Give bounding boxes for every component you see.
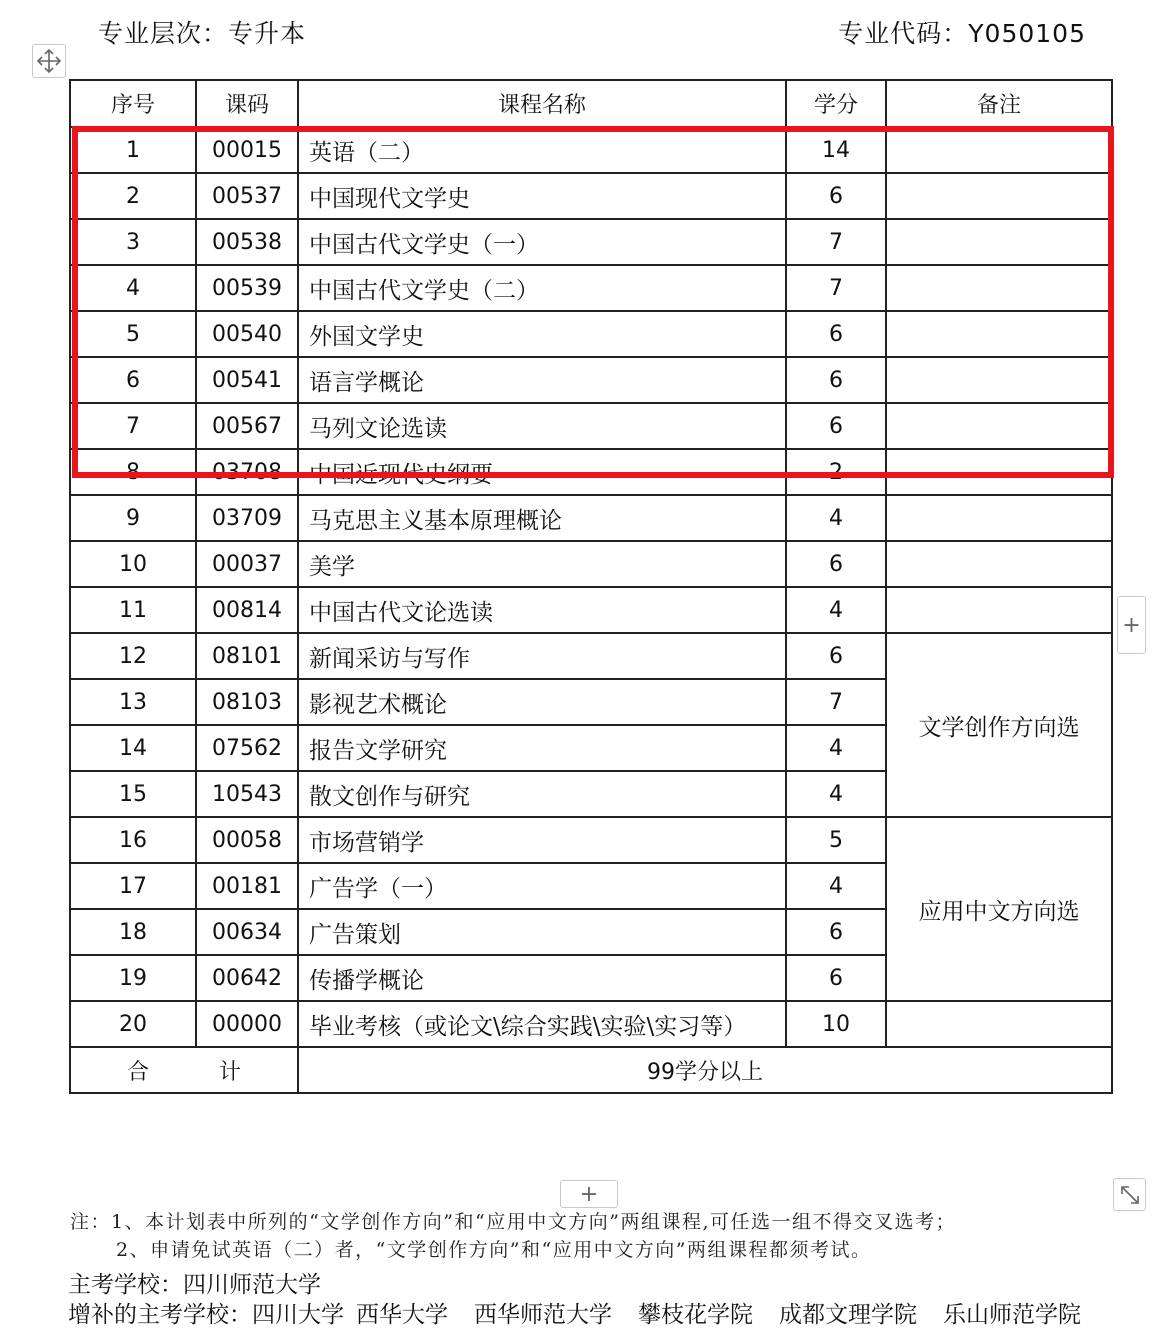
row-name: 广告策划 <box>298 909 786 955</box>
row-credit: 6 <box>786 633 886 679</box>
row-code: 03708 <box>196 449 298 495</box>
total-value: 99学分以上 <box>298 1047 1112 1093</box>
row-credit: 7 <box>786 219 886 265</box>
total-label-b: 计 <box>219 1059 242 1085</box>
row-name: 马克思主义基本原理概论 <box>298 495 786 541</box>
row-no: 7 <box>70 403 196 449</box>
row-code: 00541 <box>196 357 298 403</box>
table-row <box>70 541 1112 587</box>
row-note <box>886 541 1112 587</box>
total-label-a: 合 <box>126 1059 149 1085</box>
note-applied-direction: 应用中文方向选 <box>886 817 1112 1001</box>
row-code: 10543 <box>196 771 298 817</box>
table-row <box>70 357 1112 403</box>
row-no: 14 <box>70 725 196 771</box>
row-no: 8 <box>70 449 196 495</box>
major-code: 专业代码：Y050105 <box>838 19 1086 48</box>
row-no: 12 <box>70 633 196 679</box>
row-credit: 5 <box>786 817 886 863</box>
row-code: 00814 <box>196 587 298 633</box>
row-no: 10 <box>70 541 196 587</box>
add-row-button[interactable] <box>560 1180 618 1208</box>
table-row <box>70 1001 1112 1047</box>
row-no: 5 <box>70 311 196 357</box>
row-name: 传播学概论 <box>298 955 786 1001</box>
table-row <box>70 173 1112 219</box>
move-icon <box>36 48 62 74</box>
school-item: 成都文理学院 <box>779 1302 917 1328</box>
row-code: 00000 <box>196 1001 298 1047</box>
table-row <box>70 219 1112 265</box>
row-credit: 7 <box>786 265 886 311</box>
row-name: 广告学（一） <box>298 863 786 909</box>
row-code: 00181 <box>196 863 298 909</box>
row-code: 03709 <box>196 495 298 541</box>
row-code: 00058 <box>196 817 298 863</box>
school-item: 四川大学 <box>252 1302 344 1328</box>
row-credit: 6 <box>786 955 886 1001</box>
table-resize-handle[interactable] <box>1113 1178 1146 1211</box>
row-code: 00567 <box>196 403 298 449</box>
row-name: 新闻采访与写作 <box>298 633 786 679</box>
row-note <box>886 449 1112 495</box>
header-name: 课程名称 <box>298 80 786 127</box>
footnote-1: 注：1、本计划表中所列的“文学创作方向”和“应用中文方向”两组课程,可任选一组不得交叉选考； <box>70 1211 956 1233</box>
table-row <box>70 449 1112 495</box>
row-note <box>886 265 1112 311</box>
row-name: 报告文学研究 <box>298 725 786 771</box>
row-no: 2 <box>70 173 196 219</box>
row-no: 20 <box>70 1001 196 1047</box>
row-name: 马列文论选读 <box>298 403 786 449</box>
row-code: 00015 <box>196 127 298 173</box>
note-creative-direction: 文学创作方向选 <box>886 633 1112 817</box>
school-item: 攀枝花学院 <box>638 1302 753 1328</box>
row-no: 18 <box>70 909 196 955</box>
row-code: 07562 <box>196 725 298 771</box>
row-code: 00538 <box>196 219 298 265</box>
footnote-2: 2、申请免试英语（二）者，“文学创作方向”和“应用中文方向”两组课程都须考试。 <box>116 1239 872 1261</box>
add-column-button[interactable] <box>1117 596 1146 654</box>
row-name: 中国近现代史纲要 <box>298 449 786 495</box>
row-note <box>886 587 1112 633</box>
row-no: 4 <box>70 265 196 311</box>
row-note <box>886 495 1112 541</box>
row-name: 市场营销学 <box>298 817 786 863</box>
row-name: 影视艺术概论 <box>298 679 786 725</box>
header-credit: 学分 <box>786 80 886 127</box>
row-credit: 7 <box>786 679 886 725</box>
row-code: 00540 <box>196 311 298 357</box>
row-no: 6 <box>70 357 196 403</box>
row-no: 15 <box>70 771 196 817</box>
row-credit: 2 <box>786 449 886 495</box>
table-row <box>70 495 1112 541</box>
resize-icon <box>1119 1184 1141 1206</box>
row-code: 00642 <box>196 955 298 1001</box>
row-note <box>886 127 1112 173</box>
row-note <box>886 173 1112 219</box>
row-credit: 6 <box>786 311 886 357</box>
row-note <box>886 311 1112 357</box>
school-item: 西华师范大学 <box>474 1302 612 1328</box>
row-credit: 6 <box>786 357 886 403</box>
school-item: 乐山师范学院 <box>943 1302 1081 1328</box>
header-note: 备注 <box>886 80 1112 127</box>
major-level: 专业层次：专升本 <box>98 19 307 48</box>
header-code: 课码 <box>196 80 298 127</box>
plus-icon: + <box>1122 612 1141 638</box>
row-code: 00539 <box>196 265 298 311</box>
row-code: 00634 <box>196 909 298 955</box>
row-name: 毕业考核（或论文\综合实践\实验\实习等） <box>298 1001 786 1047</box>
total-row <box>70 1047 1112 1093</box>
footnotes <box>70 1208 956 1264</box>
added-exam-schools <box>68 1296 1081 1329</box>
table-row <box>70 817 1112 863</box>
row-credit: 6 <box>786 173 886 219</box>
row-name: 英语（二） <box>298 127 786 173</box>
row-code: 08103 <box>196 679 298 725</box>
row-credit: 14 <box>786 127 886 173</box>
row-note <box>886 1001 1112 1047</box>
row-no: 1 <box>70 127 196 173</box>
row-no: 17 <box>70 863 196 909</box>
table-row <box>70 265 1112 311</box>
row-name: 语言学概论 <box>298 357 786 403</box>
row-credit: 4 <box>786 495 886 541</box>
row-name: 外国文学史 <box>298 311 786 357</box>
row-name: 美学 <box>298 541 786 587</box>
row-no: 9 <box>70 495 196 541</box>
plus-icon: + <box>579 1181 599 1207</box>
row-no: 19 <box>70 955 196 1001</box>
row-credit: 4 <box>786 771 886 817</box>
row-name: 中国现代文学史 <box>298 173 786 219</box>
row-credit: 6 <box>786 909 886 955</box>
table-move-handle[interactable] <box>32 44 66 78</box>
row-credit: 4 <box>786 863 886 909</box>
row-no: 11 <box>70 587 196 633</box>
table-row <box>70 311 1112 357</box>
row-code: 00037 <box>196 541 298 587</box>
row-credit: 6 <box>786 403 886 449</box>
row-credit: 6 <box>786 541 886 587</box>
row-name: 中国古代文学史（一） <box>298 219 786 265</box>
header-no: 序号 <box>70 80 196 127</box>
row-no: 16 <box>70 817 196 863</box>
course-plan-table <box>69 79 1113 1094</box>
row-no: 3 <box>70 219 196 265</box>
school-item: 西华大学 <box>356 1302 448 1328</box>
table-row <box>70 403 1112 449</box>
row-no: 13 <box>70 679 196 725</box>
row-note <box>886 403 1112 449</box>
row-note <box>886 357 1112 403</box>
table-row <box>70 587 1112 633</box>
table-row <box>70 633 1112 679</box>
row-name: 散文创作与研究 <box>298 771 786 817</box>
row-code: 00537 <box>196 173 298 219</box>
row-credit: 4 <box>786 725 886 771</box>
table-row <box>70 127 1112 173</box>
total-label <box>70 1047 298 1093</box>
main-exam-school: 主考学校：四川师范大学 <box>68 1272 321 1298</box>
row-name: 中国古代文论选读 <box>298 587 786 633</box>
table-header-row <box>70 80 1112 127</box>
row-note <box>886 219 1112 265</box>
row-credit: 4 <box>786 587 886 633</box>
row-code: 08101 <box>196 633 298 679</box>
row-credit: 10 <box>786 1001 886 1047</box>
added-schools-label: 增补的主考学校： <box>68 1302 252 1328</box>
row-name: 中国古代文学史（二） <box>298 265 786 311</box>
